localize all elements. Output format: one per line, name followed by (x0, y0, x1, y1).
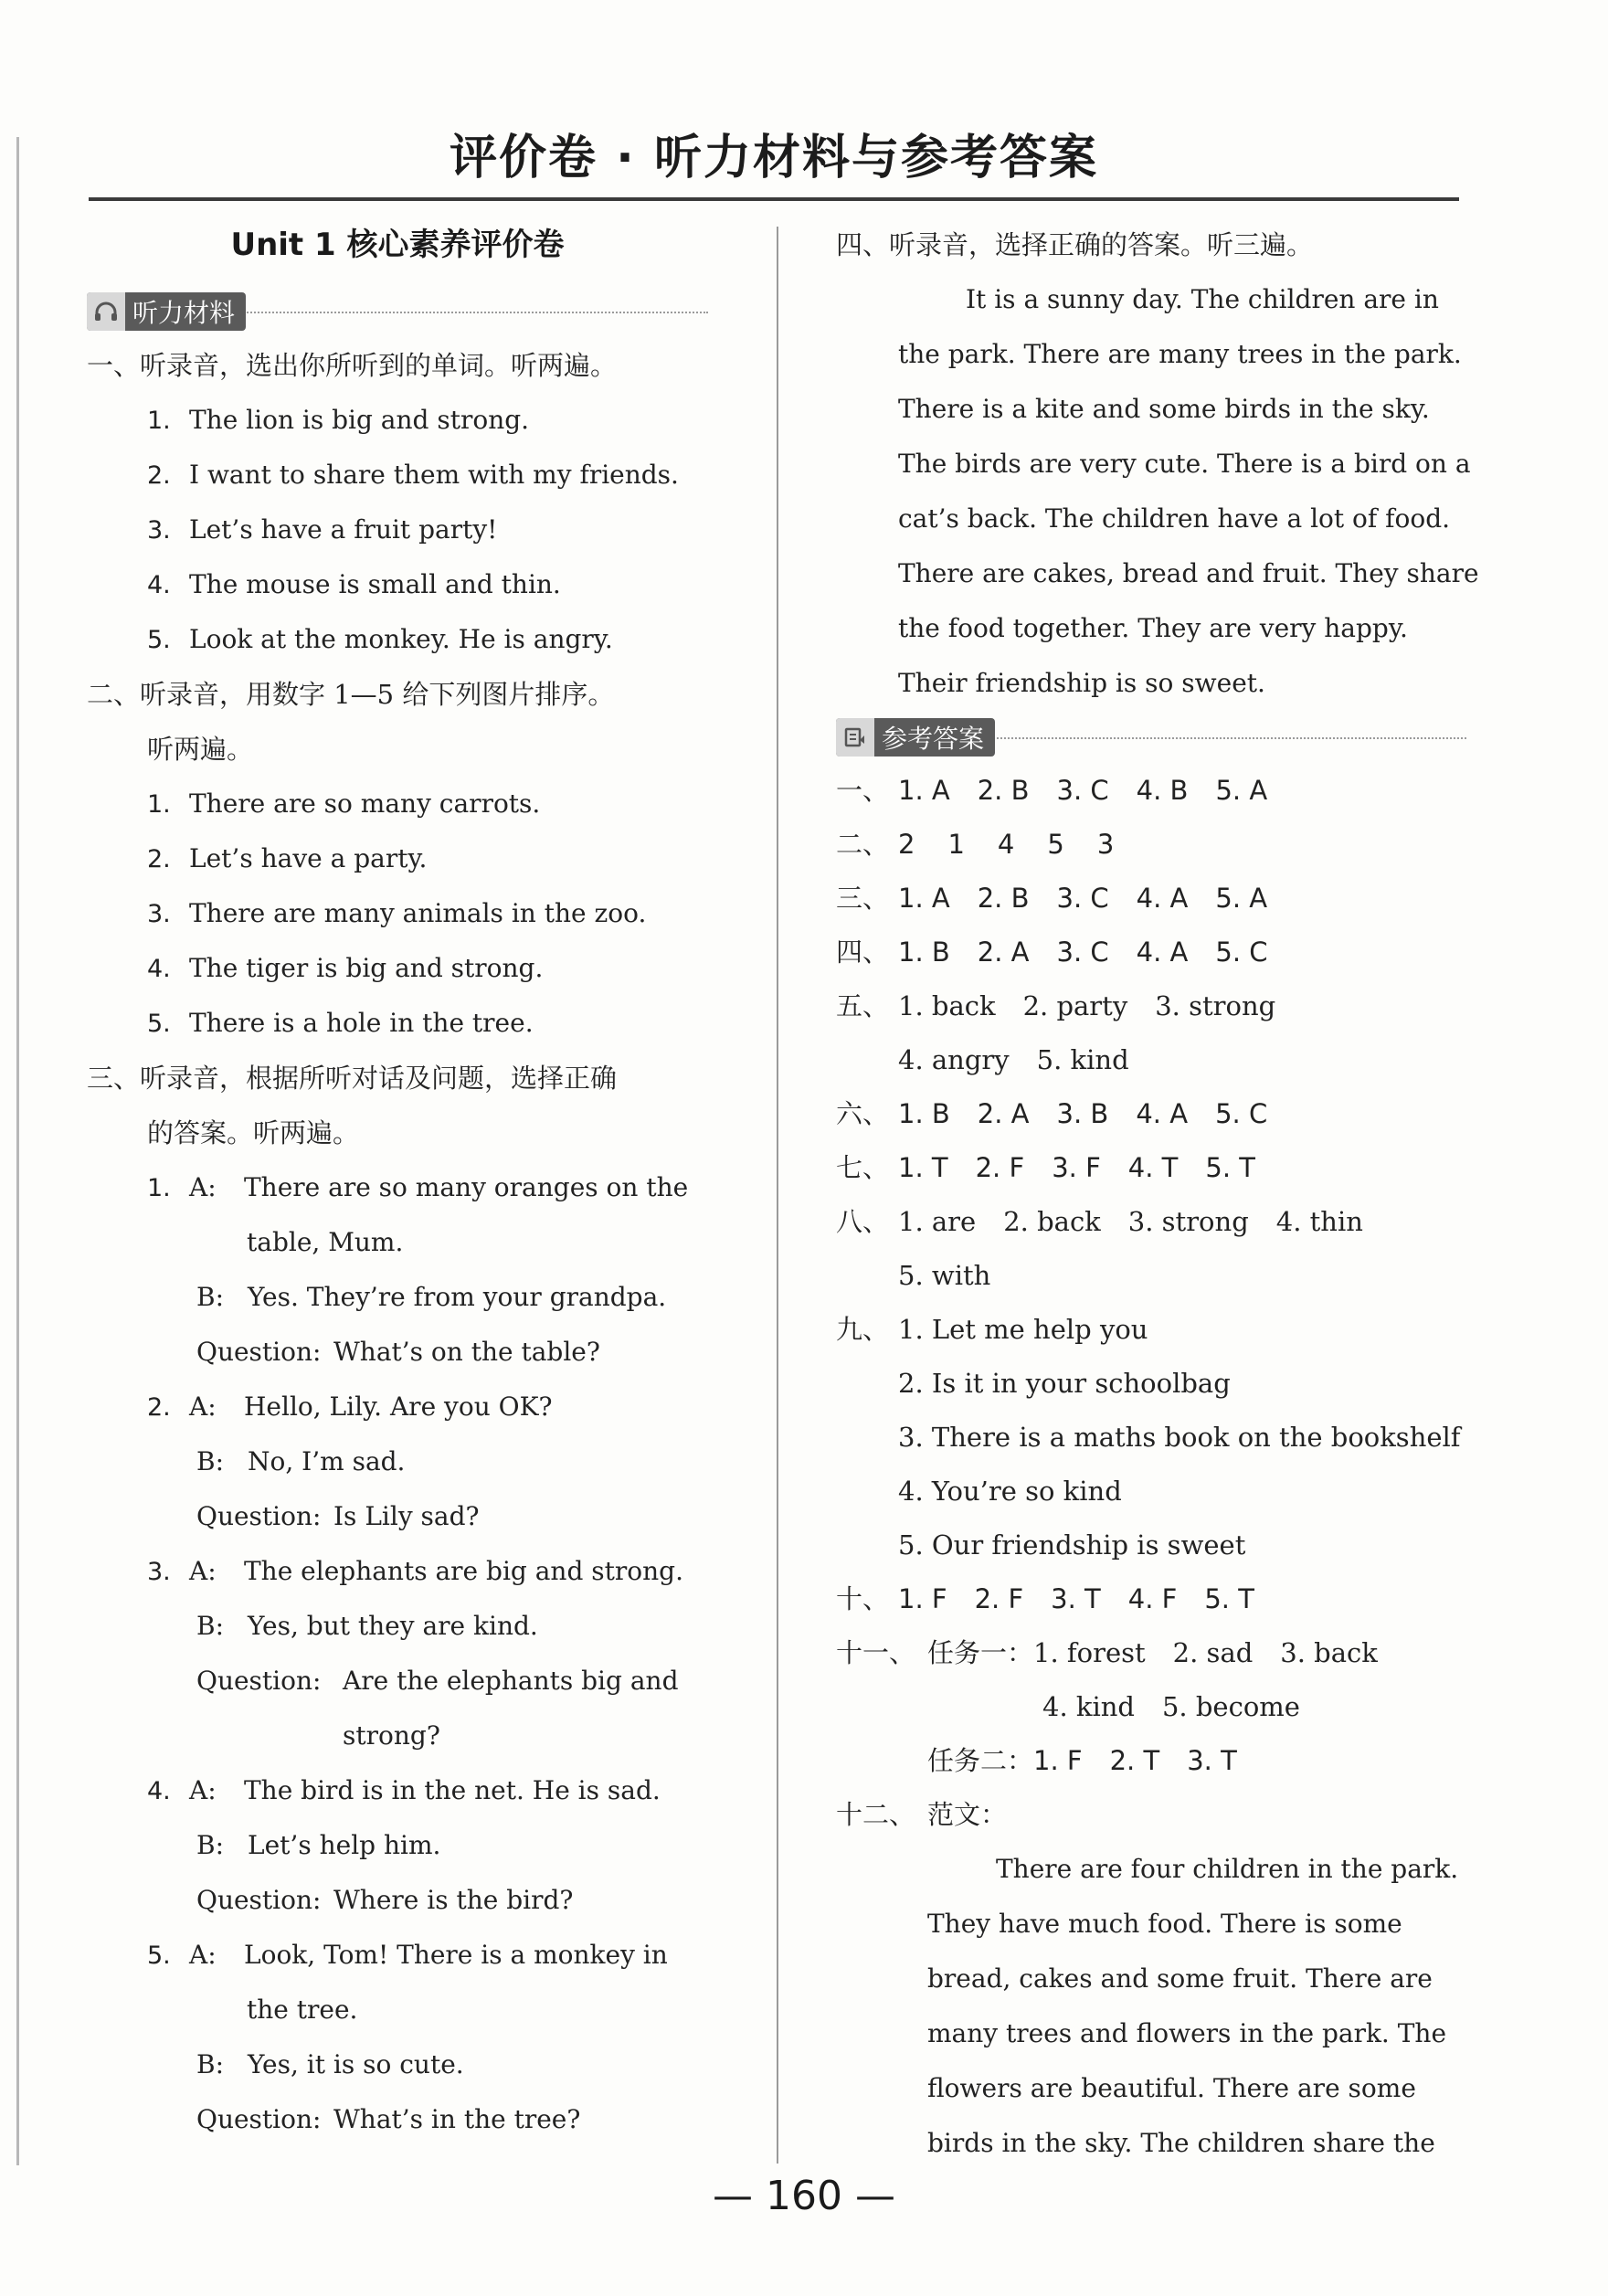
list-item: 2. I want to share them with my friends. (147, 460, 679, 490)
book-icon (836, 718, 874, 757)
part3-instruction-cont: 的答案。听两遍。 (147, 1117, 360, 1148)
part2-instruction: 二、听录音，用数字 1—5 给下列图片排序。 (87, 679, 615, 710)
listening-section-label (87, 289, 708, 334)
left-column (87, 217, 708, 2147)
essay-line: flowers are beautiful. There are some (927, 2073, 1416, 2103)
dialog-line: 3. A: The elephants are big and strong. (147, 1556, 684, 1586)
essay-line: bread, cakes and some fruit. There are (927, 1963, 1433, 1994)
list-item: 4. The mouse is small and thin. (147, 569, 561, 599)
passage-line: the food together. They are very happy. (898, 613, 1408, 643)
dialog-question: Question: Are the elephants big and (196, 1666, 679, 1696)
answer-row-9-3: 3. There is a maths book on the bookshelf (898, 1422, 1461, 1453)
passage-line: The birds are very cute. There is a bird on a (898, 449, 1471, 479)
answer-row-12: 十二、 范文： (836, 1799, 1008, 1830)
answer-row-6: 六、 1. B 2. A 3. B 4. A 5. C (836, 1098, 1268, 1129)
passage-line: the park. There are many trees in the park. (898, 339, 1462, 369)
answers-pill (836, 718, 995, 757)
passage-line: cat’s back. The children have a lot of food. (898, 503, 1451, 534)
part2-instruction-cont: 听两遍。 (147, 734, 254, 765)
answer-row-9: 九、 1. Let me help you (836, 1314, 1148, 1345)
dialog-line: B: Yes, it is so cute. (196, 2049, 464, 2079)
list-item: 3. There are many animals in the zoo. (147, 898, 647, 928)
part4-instruction: 四、听录音，选择正确的答案。听三遍。 (836, 229, 1314, 260)
column-divider (777, 227, 778, 2164)
unit-heading: Unit 1 核心素养评价卷 (230, 227, 565, 263)
listening-pill (87, 292, 246, 331)
list-item: 5. Look at the monkey. He is angry. (147, 624, 613, 654)
dialog-line: B: Yes. They’re from your grandpa. (196, 1282, 667, 1312)
essay-line: many trees and flowers in the park. The (927, 2018, 1447, 2048)
answers-section-label (836, 714, 1466, 760)
dialog-question-cont: strong? (343, 1720, 440, 1751)
answer-row-9-2: 2. Is it in your schoolbag (898, 1368, 1231, 1399)
answer-row-11: 十一、 任务一：1. forest 2. sad 3. back (836, 1637, 1378, 1668)
dialog-line: 4. A: The bird is in the net. He is sad. (147, 1775, 661, 1805)
essay-line: There are four children in the park. (996, 1854, 1459, 1884)
listening-label: 听力材料 (132, 298, 236, 328)
dialog-question: Question: What’s on the table? (196, 1337, 600, 1367)
answer-row-5-cont: 4. angry 5. kind (898, 1044, 1129, 1075)
answers-label: 参考答案 (882, 724, 985, 754)
passage-line: There is a kite and some birds in the sky. (898, 394, 1430, 424)
list-item: 5. There is a hole in the tree. (147, 1008, 534, 1038)
list-item: 1. The lion is big and strong. (147, 405, 530, 435)
dialog-question: Question: Where is the bird? (196, 1885, 574, 1915)
answer-row-11-cont: 4. kind 5. become (1042, 1691, 1300, 1722)
dialog-line: the tree. (247, 1994, 358, 2025)
part1-instruction: 一、听录音，选出你所听到的单词。听两遍。 (87, 350, 618, 381)
dialog-line: B: Yes, but they are kind. (196, 1611, 538, 1641)
essay-line: They have much food. There is some (927, 1909, 1402, 1939)
list-item: 3. Let’s have a fruit party! (147, 514, 498, 545)
answer-row-11-task2: 任务二：1. F 2. T 3. T (927, 1745, 1237, 1776)
answer-row-4: 四、 1. B 2. A 3. C 4. A 5. C (836, 936, 1268, 968)
dialog-line: 5. A: Look, Tom! There is a monkey in (147, 1940, 668, 1970)
answer-row-9-5: 5. Our friendship is sweet (898, 1529, 1246, 1561)
answer-row-1: 一、 1. A 2. B 3. C 4. B 5. A (836, 775, 1268, 806)
passage-line: There are cakes, bread and fruit. They share (898, 558, 1479, 588)
dialog-line: 2. A: Hello, Lily. Are you OK? (147, 1391, 553, 1422)
answer-row-10: 十、 1. F 2. F 3. T 4. F 5. T (836, 1583, 1254, 1614)
title-rule (89, 197, 1459, 201)
passage-line: It is a sunny day. The children are in (966, 284, 1439, 314)
essay-line: birds in the sky. The children share the (927, 2128, 1435, 2158)
list-item: 2. Let’s have a party. (147, 843, 428, 873)
answer-row-9-4: 4. You’re so kind (898, 1476, 1122, 1507)
answer-row-8-cont: 5. with (898, 1260, 991, 1291)
dialog-line: table, Mum. (247, 1227, 404, 1257)
headphones-icon (87, 292, 125, 331)
passage-line: Their friendship is so sweet. (898, 668, 1265, 698)
part3-instruction: 三、听录音，根据所听对话及问题，选择正确 (87, 1063, 618, 1094)
answer-row-8: 八、 1. are 2. back 3. strong 4. thin (836, 1206, 1363, 1237)
answer-row-2: 二、 2 1 4 5 3 (836, 829, 1115, 860)
right-column (836, 217, 1479, 2171)
page-title: 评价卷 · 听力材料与参考答案 (450, 131, 1098, 185)
answer-row-5: 五、 1. back 2. party 3. strong (836, 990, 1276, 1021)
answer-row-7: 七、 1. T 2. F 3. F 4. T 5. T (836, 1152, 1255, 1183)
dialog-question: Question: Is Lily sad? (196, 1501, 480, 1531)
dialog-line: B: Let’s help him. (196, 1830, 441, 1860)
list-item: 4. The tiger is big and strong. (147, 953, 544, 983)
page-number: — 160 — (713, 2173, 895, 2219)
list-item: 1. There are so many carrots. (147, 788, 541, 819)
answer-row-3: 三、 1. A 2. B 3. C 4. A 5. A (836, 883, 1268, 914)
binding-line (16, 137, 19, 2165)
dialog-question: Question: What’s in the tree? (196, 2104, 581, 2134)
dialog-line: 1. A: There are so many oranges on the (147, 1172, 689, 1202)
dialog-line: B: No, I’m sad. (196, 1446, 406, 1476)
